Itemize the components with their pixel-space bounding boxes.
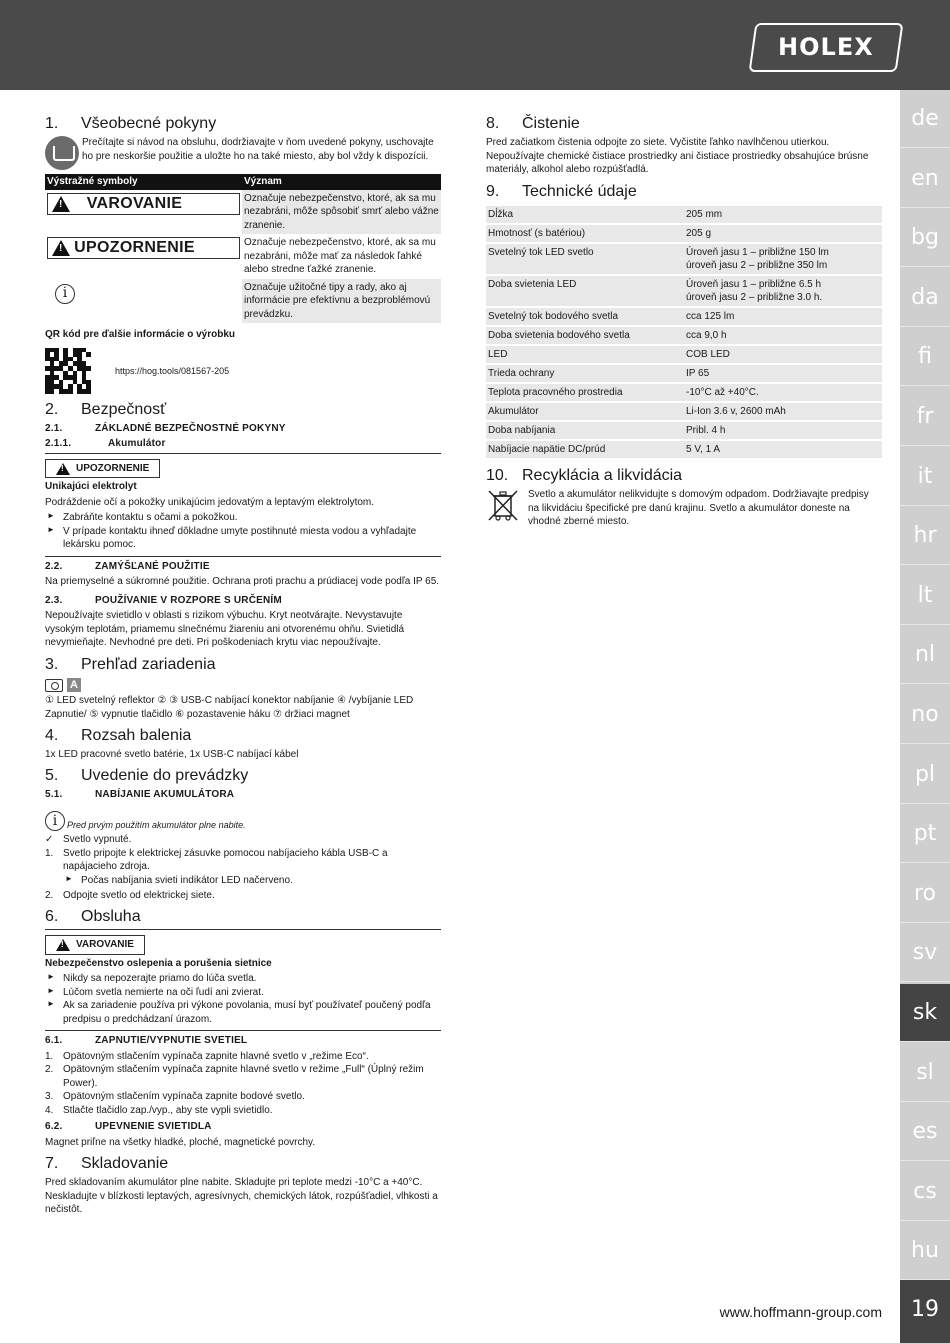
table-row: [486, 244, 882, 274]
hazard-title: Unikajúci elektrolyt: [45, 481, 137, 493]
table-cell-value: Úroveň jasu 1 – približne 150 lm úroveň jasu 2 – približne 350 lm: [684, 244, 882, 274]
table-cell-value: cca 9,0 h: [684, 327, 882, 344]
figure-label: A: [67, 678, 81, 692]
language-tab-pt[interactable]: pt: [900, 805, 950, 863]
warning-triangle-icon: [52, 240, 70, 256]
table-cell-key: Svetelný tok LED svetlo: [486, 244, 684, 274]
switch-steps: [45, 1050, 441, 1118]
qr-code[interactable]: [45, 348, 91, 394]
section-2-heading: 2. Bezpečnosť: [45, 400, 167, 418]
table-cell-value: cca 125 lm: [684, 308, 882, 325]
step-result: ► Počas nabíjania svieti indikátor LED načerveno.: [45, 874, 441, 888]
table-cell-key: Trieda ochrany: [486, 365, 684, 382]
language-tab-da[interactable]: da: [900, 269, 950, 327]
page-number: 19: [900, 1280, 950, 1343]
qr-label: QR kód pre ďalšie informácie o výrobku: [45, 329, 236, 341]
operation-bullets: [45, 972, 441, 1026]
section-1-heading: 1. Všeobecné pokyny: [45, 115, 217, 132]
precondition: ✓ Svetlo vypnuté.: [45, 833, 441, 847]
table-row: [486, 206, 882, 223]
table-cell-value: -10°C až +40°C.: [684, 384, 882, 401]
safety-bullets: [45, 511, 441, 552]
section-4-heading: 4. Rozsah balenia: [45, 727, 192, 745]
intro-text: Prečítajte si návod na obsluhu, dodržiavajte v ňom uvedené pokyny, uschovajte ho pre neskoršie použitie a uložte ho na také miesto, aby bol vždy k dispozícii.: [82, 137, 434, 162]
section-2-3-heading: 2.3. POUŽÍVANIE V ROZPORE S URČENÍM: [45, 594, 282, 606]
language-tab-sv[interactable]: sv: [900, 924, 950, 982]
table-row: [486, 346, 882, 363]
section-5-1-heading: 5.1. NABÍJANIE AKUMULÁTORA: [45, 788, 235, 800]
left-column: [45, 112, 441, 1219]
warning-triangle-icon: [56, 463, 70, 475]
section-6-1-heading: 6.1. ZAPNUTIE/VYPNUTIE SVETIEL: [45, 1035, 248, 1047]
section-7-heading: 7. Skladovanie: [45, 1155, 169, 1173]
qr-url[interactable]: https://hog.tools/081567-205: [115, 365, 230, 376]
table-cell-key: LED: [486, 346, 684, 363]
table-header-meaning: Význam: [242, 174, 441, 190]
section-10-text: Svetlo a akumulátor nelikvidujte s domovým odpadom. Dodržiavajte predpisy na likvidáciu špecifické pre danú krajinu. Svetlo a akumulátor doneste na vhodné zberné miesto.: [528, 489, 869, 528]
language-tab-fi[interactable]: fi: [900, 328, 950, 386]
table-row: [45, 234, 441, 279]
holex-logo: [749, 23, 904, 72]
table-cell-desc: Označuje nebezpečenstvo, ktoré, ak sa mu nezabráni, môže mať za následok ľahké alebo stredne ťažké zranenie.: [244, 237, 436, 276]
section-4-text: 1x LED pracovné svetlo batérie, 1x USB-C nabíjací kábel: [45, 749, 299, 761]
section-8-text: Pred začiatkom čistenia odpojte zo siete. Vyčistite ľahko navlhčenou utierkou. Nepoužívajte chemické čistiace prostriedky ani čistiace prostriedky obsahujúce brúsne materiály, alkohol alebo rozpúšťadlá.: [486, 137, 869, 176]
section-6-2-text: Magnet priľne na všetky hladké, ploché, magnetické povrchy.: [45, 1136, 316, 1148]
qr-row: [45, 348, 441, 394]
section-2-1-heading: 2.1. ZÁKLADNÉ BEZPEČNOSTNÉ POKYNY: [45, 422, 286, 434]
right-column: [486, 112, 882, 531]
table-row: [486, 276, 882, 306]
table-row: [486, 422, 882, 439]
hazard-title: Nebezpečenstvo oslepenia a porušenia sietnice: [45, 957, 272, 969]
table-row: [486, 327, 882, 344]
table-cell-value: IP 65: [684, 365, 882, 382]
section-3-heading: 3. Prehľad zariadenia: [45, 655, 216, 673]
list-item: 3. Opätovným stlačením vypínača zapnite bodové svetlo.: [45, 1091, 305, 1103]
table-cell-key: Hmotnosť (s batériou): [486, 225, 684, 242]
list-item: ► Ak sa zariadenie používa pri výkone povolania, musí byť používateľ poučený podľa predpisu o predchádzaní úrazom.: [45, 999, 441, 1026]
table-cell-key: Nabíjacie napätie DC/prúd: [486, 441, 684, 458]
table-row: [486, 403, 882, 420]
section-2-2-heading: 2.2. ZAMÝŠĽANÉ POUŽITIE: [45, 560, 210, 572]
section-10-heading: 10. Recyklácia a likvidácia: [486, 466, 683, 484]
list-item: 1. Svetlo pripojte k elektrickej zásuvke pomocou nabíjacieho kábla USB-C a napájacieho zdroja.: [45, 847, 388, 873]
list-item: ► Lúčom svetla nemierte na oči ľudí ani zvierat.: [45, 986, 441, 1000]
table-row: [486, 384, 882, 401]
warning-triangle-icon: [56, 939, 70, 951]
language-tab-pl[interactable]: pl: [900, 746, 950, 804]
table-cell-value: Úroveň jasu 1 – približne 6.5 h úroveň jasu 2 – približne 3.0 h.: [684, 276, 882, 306]
language-tab-it[interactable]: it: [900, 448, 950, 506]
language-tab-fr[interactable]: fr: [900, 388, 950, 446]
list-item: 4. Stlačte tlačidlo zap./vyp., aby ste vypli svietidlo.: [45, 1104, 273, 1116]
table-row: [486, 308, 882, 325]
language-tab-cs[interactable]: cs: [900, 1163, 950, 1221]
read-manual-icon: [45, 136, 79, 170]
language-tab-ro[interactable]: ro: [900, 865, 950, 923]
language-tab-es[interactable]: es: [900, 1103, 950, 1161]
table-cell-value: 205 g: [684, 225, 882, 242]
figure-ref: [45, 678, 441, 692]
section-8-heading: 8. Čistenie: [486, 115, 580, 132]
warning-triangle-icon: [52, 196, 70, 212]
table-cell-value: 205 mm: [684, 206, 882, 223]
language-tab-sk[interactable]: sk: [900, 984, 950, 1042]
table-cell-key: Akumulátor: [486, 403, 684, 420]
language-sidebar: [900, 90, 950, 1343]
table-cell-desc: Označuje užitočné tipy a rady, ako aj informácie pre efektívnu a bezproblémovú prevádzku.: [242, 279, 441, 324]
list-item: 2. Opätovným stlačením vypínača zapnite hlavné svetlo v režime „Full“ (Úplný režim Power).: [45, 1064, 424, 1089]
section-2-1-1-heading: 2.1.1. Akumulátor: [45, 438, 166, 450]
charge-note: i Pred prvým použitím akumulátor plne nabite.: [45, 811, 441, 831]
language-tab-no[interactable]: no: [900, 686, 950, 744]
section-9-heading: 9. Technické údaje: [486, 182, 637, 200]
list-item: 2. Odpojte svetlo od elektrickej siete.: [45, 890, 215, 902]
table-cell-value: 5 V, 1 A: [684, 441, 882, 458]
table-cell-key: Dĺžka: [486, 206, 684, 223]
language-tab-nl[interactable]: nl: [900, 626, 950, 684]
table-row: [486, 225, 882, 242]
website-url: www.hoffmann-group.com: [719, 1304, 882, 1320]
crossed-bin-icon: [486, 488, 520, 522]
hazard-text: Podráždenie očí a pokožky unikajúcim jedovatým a leptavým elektrolytom.: [45, 496, 375, 508]
charging-steps: [45, 847, 441, 874]
list-item: ► Nikdy sa nepozerajte priamo do lúča svetla.: [45, 972, 441, 986]
section-2-2-text: Na priemyselné a súkromné použitie. Ochrana proti prachu a prúdiacej vode podľa IP 65.: [45, 576, 440, 588]
table-row: [486, 441, 882, 458]
camera-icon: [45, 679, 63, 692]
language-tab-hr[interactable]: hr: [900, 507, 950, 565]
warning-signal-small: ! VAROVANIE: [45, 935, 145, 955]
table-cell-value: COB LED: [684, 346, 882, 363]
warning-signal-box: ! VAROVANIE: [47, 193, 240, 215]
table-cell-key: Teplota pracovného prostredia: [486, 384, 684, 401]
table-cell-key: Svetelný tok bodového svetla: [486, 308, 684, 325]
table-cell-key: Doba svietenia bodového svetla: [486, 327, 684, 344]
warning-symbols-table: [45, 174, 441, 323]
brand-name: HOLEX: [778, 33, 874, 62]
section-7-text: Pred skladovaním akumulátor plne nabite. Skladujte pri teplote medzi -10°C a +40°C. Neskladujte v blízkosti leptavých, agresívnych, chemických látok, rozpúšťadiel, vlhkosti a nečistôt.: [45, 1177, 438, 1216]
info-icon: i: [55, 284, 75, 304]
table-cell-value: Pribl. 4 h: [684, 422, 882, 439]
list-item: ► V prípade kontaktu ihneď dôkladne umyte postihnuté miesta vodou a vyhľadajte lekársku pomoc.: [45, 525, 441, 552]
page-header: [0, 0, 950, 90]
language-tab-de[interactable]: de: [900, 90, 950, 148]
section-2-3-text: Nepoužívajte svietidlo v oblasti s rizikom výbuchu. Kryt neotvárajte. Nevystavujte vysokým teplotám, priamemu slnečnému žiareniu ani otvorenému ohňu. Svietidlá nevymieňajte. Nevhodné pre deti. Pri poškodeniach krytu viac nepoužívajte.: [45, 610, 405, 649]
table-cell-desc: Označuje nebezpečenstvo, ktoré, ak sa mu nezabráni, môže spôsobiť smrť alebo vážne zranenie.: [242, 190, 441, 235]
caution-signal-small: ! UPOZORNENIE: [45, 459, 160, 479]
language-tab-hu[interactable]: hu: [900, 1222, 950, 1280]
table-row: [45, 190, 441, 235]
section-6-2-heading: 6.2. UPEVNENIE SVIETIDLA: [45, 1121, 212, 1133]
table-cell-key: Doba svietenia LED: [486, 276, 684, 306]
caution-signal-box: ! UPOZORNENIE: [47, 237, 240, 259]
table-cell-key: Doba nabíjania: [486, 422, 684, 439]
table-row: [486, 365, 882, 382]
language-tab-en[interactable]: en: [900, 150, 950, 208]
table-row: [45, 279, 441, 324]
section-5-heading: 5. Uvedenie do prevádzky: [45, 766, 249, 784]
section-6-heading: 6. Obsluha: [45, 907, 141, 925]
section-3-text: ① LED svetelný reflektor ② ③ USB-C nabíjací konektor nabíjanie ④ /vybíjanie LED Zapnutie/ ⑤ vypnutie tlačidlo ⑥ pozastavenie háku ⑦ držiaci magnet: [45, 695, 414, 720]
tech-data-table: [486, 204, 882, 460]
intro-block: [45, 136, 441, 170]
language-tab-sl[interactable]: sl: [900, 1044, 950, 1102]
list-item: 1. Opätovným stlačením vypínača zapnite hlavné svetlo v „režime Eco“.: [45, 1050, 369, 1062]
info-icon: i: [45, 811, 65, 831]
charging-steps-cont: [45, 889, 441, 903]
recycling-block: [486, 488, 882, 531]
language-tab-bg[interactable]: bg: [900, 209, 950, 267]
list-item: ► Zabráňte kontaktu s očami a pokožkou.: [45, 511, 441, 525]
table-header-symbols: Výstražné symboly: [45, 174, 242, 190]
language-tab-lt[interactable]: lt: [900, 567, 950, 625]
table-cell-value: Li-Ion 3.6 v, 2600 mAh: [684, 403, 882, 420]
